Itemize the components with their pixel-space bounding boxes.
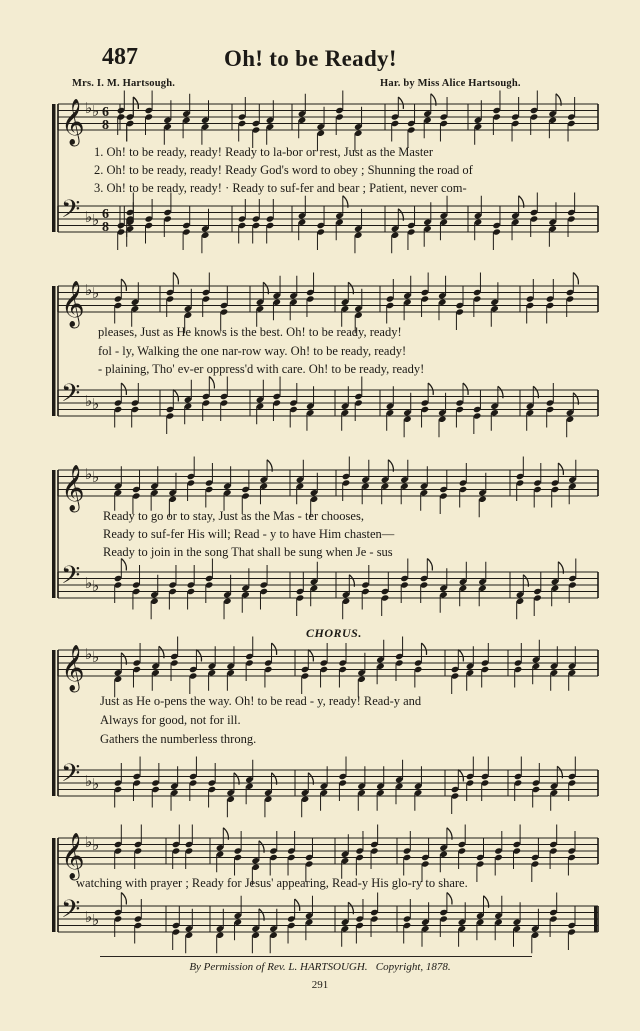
bass-clef-icon: 𝄢 [61, 195, 81, 230]
treble-clef-icon: 𝄞 [61, 465, 85, 511]
time-signature-bottom: 8 [102, 118, 109, 133]
time-signature-top: 6 [102, 207, 109, 222]
treble-clef-icon: 𝄞 [61, 281, 85, 327]
flat-icon: ♭ [85, 772, 93, 790]
harmony-credit: Har. by Miss Alice Hartsough. [380, 78, 521, 89]
flat-icon: ♭ [85, 833, 93, 851]
flat-icon: ♭ [92, 648, 100, 666]
permission-text: By Permission of Rev. L. HARTSOUGH. [189, 961, 368, 973]
verse-line: 1. Oh! to be ready, ready! Ready to la-bor or rest, Just as the Master [94, 145, 434, 159]
footer-permission [0, 961, 640, 973]
time-signature-bottom: 8 [102, 220, 109, 235]
bass-clef-icon: 𝄢 [61, 895, 81, 930]
flat-icon: ♭ [85, 281, 93, 299]
treble-clef-icon: 𝄞 [61, 833, 85, 879]
verse-line: Always for good, not for ill. [100, 713, 241, 727]
verse-line: fol - ly, Walking the one nar-row way. Oh! to be ready, ready! [98, 344, 407, 358]
verse-line: 3. Oh! to be ready, ready! · Ready to suf-fer and bear ; Patient, never com- [94, 181, 467, 195]
flat-icon: ♭ [92, 775, 100, 793]
flat-icon: ♭ [85, 465, 93, 483]
bass-clef-icon: 𝄢 [61, 379, 81, 414]
system-bracket [52, 838, 56, 932]
bass-clef-icon: 𝄢 [61, 561, 81, 596]
final-barline [594, 906, 597, 932]
flat-icon: ♭ [92, 211, 100, 229]
flat-icon: ♭ [85, 99, 93, 117]
treble-clef-icon: 𝄞 [61, 645, 85, 691]
flat-icon: ♭ [85, 645, 93, 663]
flat-icon: ♭ [85, 208, 93, 226]
treble-clef-icon: 𝄞 [61, 99, 85, 145]
verse-line: pleases, Just as He knows is the best. Oh! to be ready, ready! [98, 325, 402, 339]
note-flag [295, 899, 300, 911]
flat-icon: ♭ [92, 102, 100, 120]
flat-icon: ♭ [92, 836, 100, 854]
verse-line: 2. Oh! to be ready, ready! Ready God's word to obey ; Shunning the road of [94, 163, 473, 177]
verse-line: Ready to suf-fer His will; Read - y to have Him chasten— [103, 527, 395, 541]
flat-icon: ♭ [92, 577, 100, 595]
flat-icon: ♭ [92, 284, 100, 302]
note-flag [447, 893, 452, 905]
verse-line: Ready to join in the song That shall be sung when Je - sus [103, 545, 393, 559]
bass-clef-icon: 𝄢 [61, 759, 81, 794]
copyright-text: Copyright, 1878. [375, 961, 451, 973]
time-signature-top: 6 [102, 105, 109, 120]
words-credit: Mrs. I. M. Hartsough. [72, 78, 176, 89]
verse-line: - plaining, Tho' ev-er oppress'd with care. Oh! to be ready, ready! [98, 362, 425, 376]
verse-line: Just as He o-pens the way. Oh! to be read - y, ready! Read-y and [100, 694, 422, 708]
verse-line: Ready to go or to stay, Just as the Mas - ter chooses, [103, 509, 364, 523]
footer-rule [100, 956, 532, 957]
hymn-title: Oh! to be Ready! [224, 46, 397, 71]
verse-line: watching with prayer ; Ready for Jesus' appearing, Read-y His glo-ry to share. [76, 876, 468, 890]
flat-icon: ♭ [85, 392, 93, 410]
page-number: 291 [311, 979, 329, 991]
hymn-number: 487 [102, 44, 138, 70]
verse-line: Gathers the numberless throng. [100, 732, 257, 746]
flat-icon: ♭ [85, 908, 93, 926]
chorus-label: CHORUS. [306, 626, 362, 640]
flat-icon: ♭ [92, 468, 100, 486]
flat-icon: ♭ [92, 395, 100, 413]
flat-icon: ♭ [85, 574, 93, 592]
flat-icon: ♭ [92, 911, 100, 929]
note-flag [121, 893, 126, 905]
